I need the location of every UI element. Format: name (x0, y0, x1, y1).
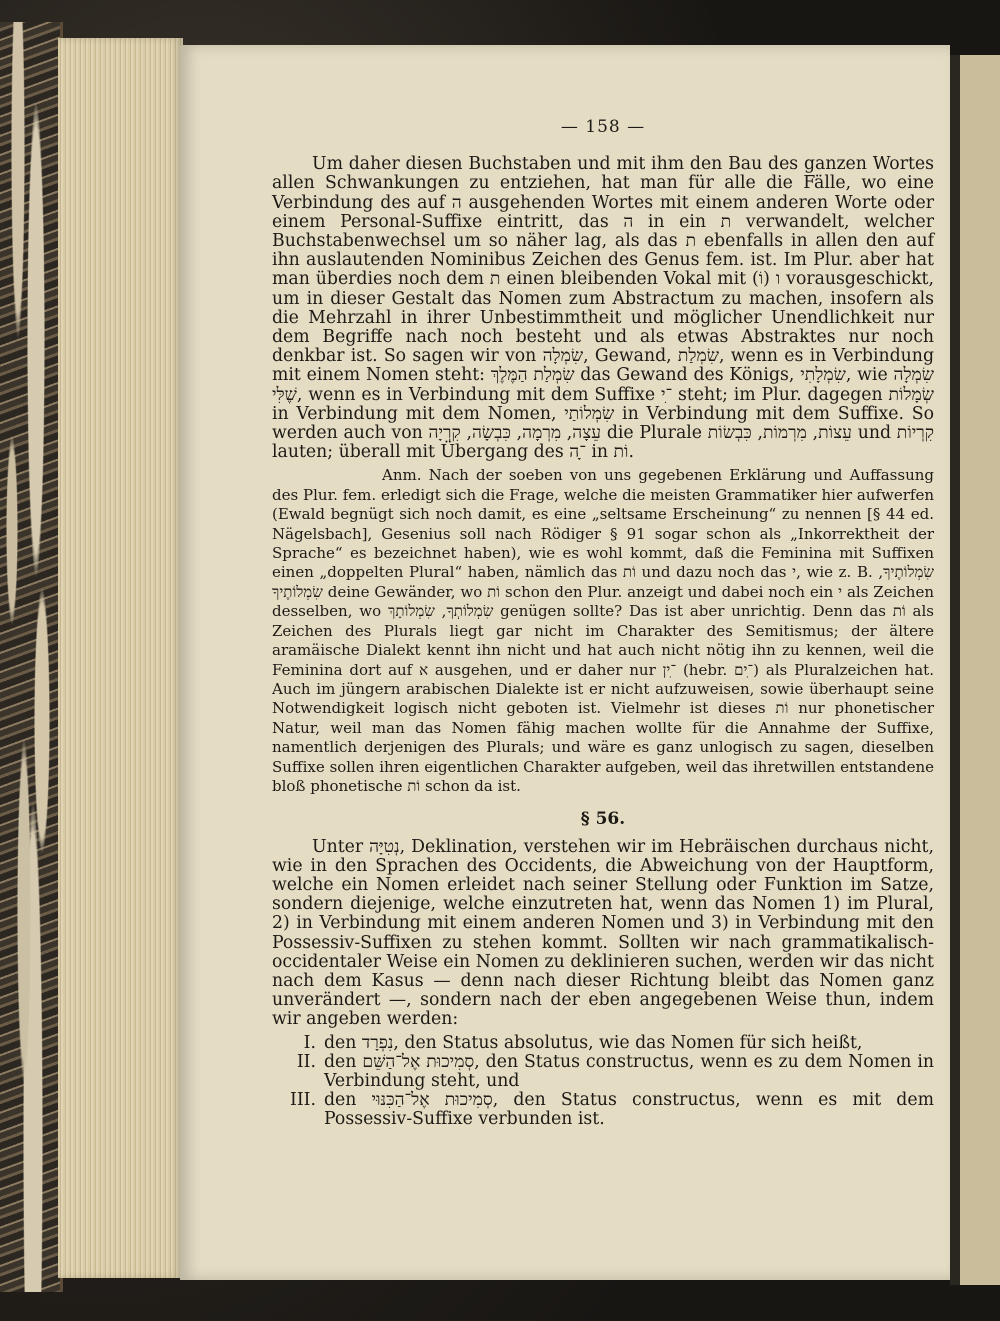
page-number: — 158 — (560, 117, 646, 137)
list-item (272, 1091, 934, 1129)
list-text: den סְמִיכוּת אֶל־הַכִּנּוּי, den Status constructus, wenn es mit dem Possessiv-Suffixe verbunden ist. (324, 1090, 934, 1130)
next-page-sliver (960, 55, 1000, 1285)
right-page-edge (950, 55, 1000, 1285)
list-number: I. (303, 1032, 316, 1053)
page-stack (58, 38, 183, 1278)
list-number: II. (296, 1051, 316, 1072)
list-text: den סְמִיכוּת אֶל־הַשֵּׁם, den Status constructus, wenn es zu dem Nomen in Verbindung steht, und (324, 1051, 934, 1091)
page-content (272, 118, 934, 1130)
list-number: III. (290, 1090, 316, 1111)
status-list (272, 1034, 934, 1130)
list-text: den נִפְרָד, den Status absolutus, wie das Nomen für sich heißt, (324, 1032, 863, 1053)
paragraph-1: Um daher diesen Buchstaben und mit ihm den Bau des ganzen Wortes allen Schwankungen zu entziehen, hat man für alle die Fälle, wo eine Verbindung des auf ה ausgehenden Wortes mit einem anderen Worte oder einem Personal-Suffixe eintritt, das ה in ein ת verwandelt, welcher Buchstabenwechsel um so näher lag, als das ת ebenfalls in allen den auf ihn auslautenden Nominibus Zeichen des Genus fem. ist. Im Plur. aber hat man überdies noch dem ת einen bleibenden Vokal mit ו (וֹ) vorausgeschickt, um in dieser Gestalt das Nomen zum Abstractum zu machen, insofern als die Mehrzahl in ihrer Unbestimmtheit und möglicher Unendlichkeit nur dem Begriffe nach noch besteht und als etwas Abstraktes nur noch denkbar ist. So sagen wir von שִׂמְלָה, Gewand, שִׂמְלַת, wenn es in Verbindung mit einem Nomen steht: שִׂמְלַת הַמֶּלֶךְ das Gewand des Königs, שִׂמְלָתִי, wie שִׂמְלָה שֶׁלִּי, wenn es in Verbindung mit dem Suffixe ־ִי steht; im Plur. dagegen שְׂמָלוֹת in Verbindung mit dem Nomen, שִׂמְלוֹתַי in Verbindung mit dem Suffixe. So werden auch von עֵצָה, מִרְמָה, כִּבְשָׂה, קִרְיָה die Plurale עֵצוֹת, מִרְמוֹת, כִּבְשׂוֹת und קִרְיוֹת lauten; überall mit Übergang des ־ָה in וֹת. (272, 154, 935, 463)
annotation-note: Anm. Nach der soeben von uns gegebenen Erklärung und Auffassung des Plur. fem. erledigt sich die Frage, welche die meisten Grammatiker hier aufwerfen (Ewald begnügt sich noch damit, es eine „seltsame Erscheinung“ zu nennen [§ 44 ed. Nägelsbach], Gesenius soll nach Rödiger § 91 sogar schon als „Inkorrektheit der Sprache“ es bezeichnet haben), wie es wohl kommt, daß die Feminina mit Suffixen einen „doppelten Plural“ haben, nämlich das וֹת und dazu noch das י, wie z. B. שִׂמְלוֹתֶיךָ, שִׂמְלוֹתֶיךָ deine Gewänder, wo וֹת schon den Plur. anzeigt und dabei noch ein י als Zeichen desselben, wo שִׂמְלוֹתְךָ, שִׂמְלוֹתָךְ genügen sollte? Das ist aber unrichtig. Denn das וֹת als Zeichen des Plurals liegt gar nicht im Charakter des Semitismus; der ältere aramäische Dialekt kennt ihn nicht und hat auch nicht nötig ihn zu kennen, weil die Feminina dort auf א ausgehen, und er daher nur ־ִין (hebr. ־ִים) als Pluralzeichen hat. Auch im jüngern arabischen Dialekte ist er nicht aufzuweisen, sowie überhaupt seine Notwendigkeit logisch nicht geboten ist. Vielmehr ist dieses וֹת nur phonetischer Natur, weil man das Nomen fähig machen wollte für die Annahme der Suffixe, namentlich derjenigen des Plurals; und wäre es ganz unlogisch zu sagen, dieselben Suffixe sollen ihren eigentlichen Charakter aufgeben, weil das ihretwillen entstandene bloß phonetische וֹת schon da ist. (272, 466, 935, 795)
paragraph-2: Unter נְטִיָּה, Deklination, verstehen wir im Hebräischen durchaus nicht, wie in den Sprachen des Occidents, die Abweichung von der Hauptform, welche ein Nomen erleidet nach seiner Stellung oder Funktion im Satze, sondern diejenige, welche einzutreten hat, wenn das Nomen 1) im Plural, 2) in Verbindung mit einem anderen Nomen und 3) in Verbindung mit den Possessiv-Suffixen zu stehen kommt. Sollten wir nach grammatikalisch-occidentaler Weise ein Nomen zu deklinieren suchen, werden wir das nicht nach dem Kasus — denn nach dieser Richtung bleibt das Nomen ganz unverändert —, sondern nach der eben angegebenen Weise thun, indem wir angeben werden: (272, 836, 934, 1030)
marbled-edge (0, 22, 63, 1292)
section-heading: § 56. (580, 809, 626, 830)
list-item (272, 1034, 934, 1053)
list-item (272, 1053, 934, 1091)
